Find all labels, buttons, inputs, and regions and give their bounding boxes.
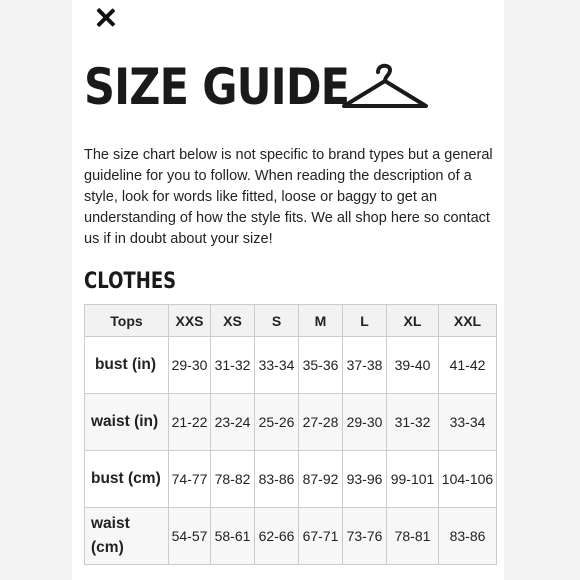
table-cell: 33-34 — [439, 394, 497, 451]
table-cell: 83-86 — [439, 508, 497, 565]
table-cell: 58-61 — [211, 508, 255, 565]
table-header-row — [85, 305, 497, 337]
column-header: XXS — [169, 305, 211, 337]
column-header: Tops — [85, 305, 169, 337]
table-cell: 93-96 — [343, 451, 387, 508]
table-cell: 83-86 — [255, 451, 299, 508]
table-cell: 67-71 — [299, 508, 343, 565]
table-cell: 33-34 — [255, 337, 299, 394]
close-icon[interactable] — [94, 6, 118, 30]
table-cell: 78-81 — [387, 508, 439, 565]
table-cell: 104-106 — [439, 451, 497, 508]
size-table — [84, 304, 497, 565]
table-cell: 78-82 — [211, 451, 255, 508]
section-title-clothes: CLOTHES — [84, 269, 177, 294]
column-header: XL — [387, 305, 439, 337]
table-cell: 39-40 — [387, 337, 439, 394]
column-header: XS — [211, 305, 255, 337]
table-cell: 73-76 — [343, 508, 387, 565]
row-label: waist (in) — [85, 394, 169, 451]
table-cell: 74-77 — [169, 451, 211, 508]
table-cell: 62-66 — [255, 508, 299, 565]
table-cell: 31-32 — [211, 337, 255, 394]
table-cell: 21-22 — [169, 394, 211, 451]
column-header: XXL — [439, 305, 497, 337]
table-cell: 29-30 — [343, 394, 387, 451]
table-cell: 23-24 — [211, 394, 255, 451]
row-label: bust (in) — [85, 337, 169, 394]
column-header: L — [343, 305, 387, 337]
table-cell: 37-38 — [343, 337, 387, 394]
table-row — [85, 508, 497, 565]
hanger-icon — [338, 58, 432, 116]
column-header: M — [299, 305, 343, 337]
table-row — [85, 451, 497, 508]
table-cell: 25-26 — [255, 394, 299, 451]
intro-text: The size chart below is not specific to brand types but a general guideline for you to follow. When reading the description of a style, look for words like fitted, loose or baggy to get an understanding of how the style fits. We all shop here so contact us if in doubt about your size! — [84, 147, 493, 247]
table-cell: 31-32 — [387, 394, 439, 451]
page-title: SIZE GUIDE — [84, 58, 350, 116]
right-margin — [504, 0, 580, 580]
left-margin — [0, 0, 72, 580]
row-label: waist (cm) — [85, 508, 169, 565]
column-header: S — [255, 305, 299, 337]
table-cell: 41-42 — [439, 337, 497, 394]
table-cell: 54-57 — [169, 508, 211, 565]
table-row — [85, 337, 497, 394]
table-cell: 29-30 — [169, 337, 211, 394]
table-cell: 99-101 — [387, 451, 439, 508]
table-row — [85, 394, 497, 451]
row-label: bust (cm) — [85, 451, 169, 508]
table-cell: 87-92 — [299, 451, 343, 508]
table-cell: 27-28 — [299, 394, 343, 451]
table-cell: 35-36 — [299, 337, 343, 394]
